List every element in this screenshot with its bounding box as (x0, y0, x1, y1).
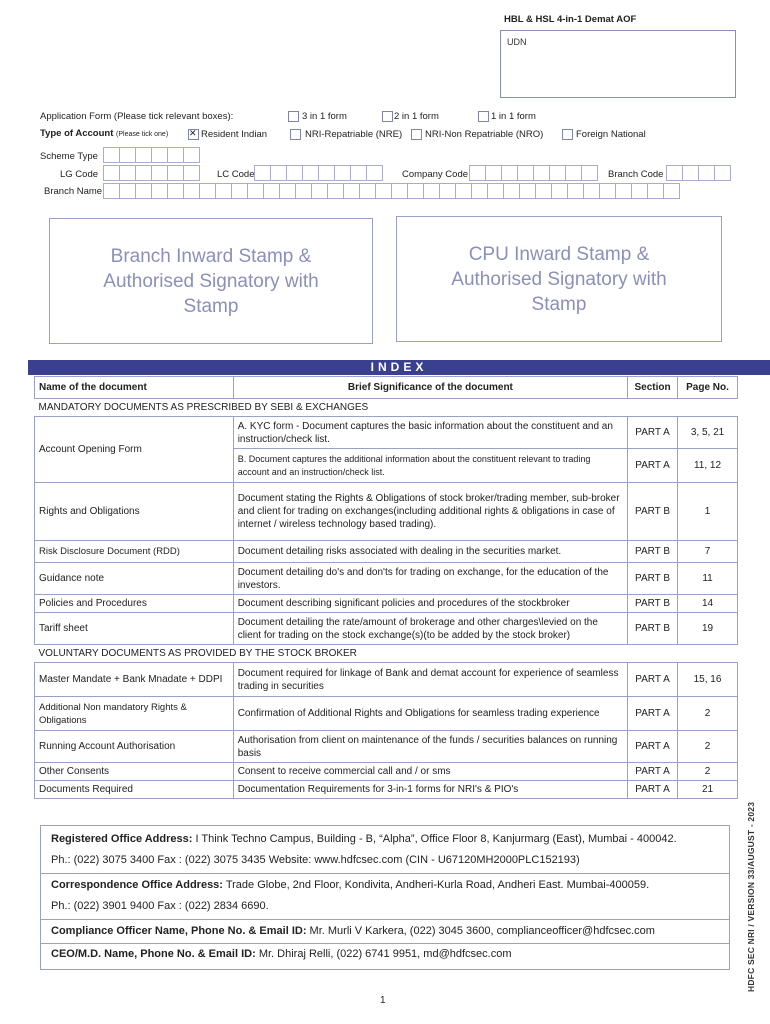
table-row-section: PART A (628, 731, 678, 763)
udn-box[interactable] (500, 30, 736, 98)
table-row-name: Risk Disclosure Document (RDD) (35, 541, 234, 563)
table-row-name: Running Account Authorisation (35, 731, 234, 763)
table-row-page: 15, 16 (678, 663, 738, 697)
table-row-desc: Authorisation from client on maintenance of the funds / securities balances on running basis (233, 731, 627, 763)
table-row-name: Guidance note (35, 563, 234, 595)
table-row-page: 2 (678, 697, 738, 731)
cpu-inward-stamp-box (396, 216, 722, 342)
checkbox-nre[interactable] (290, 129, 301, 140)
cpu-stamp-text: CPU Inward Stamp & Authorised Signatory with Stamp (451, 243, 667, 315)
account-opening-section-a: PART A (628, 417, 678, 449)
table-row-section: PART B (628, 563, 678, 595)
registered-contact-line: Ph.: (022) 3075 3400 Fax : (022) 3075 3435 Website: www.hdfcsec.com (CIN - U67120MH2000PLC152193) (51, 854, 580, 866)
ceo-line: CEO/M.D. Name, Phone No. & Email ID: Mr. Dhiraj Relli, (022) 6741 9951, md@hdfcsec.com (51, 948, 512, 960)
table-row-section: PART A (628, 781, 678, 799)
account-opening-desc-b: B. Document captures the additional information about the constituent relevant to trading account and an instruction/check list. (233, 449, 627, 483)
branch-code-field[interactable] (666, 165, 730, 181)
lc-code-label: LC Code (217, 169, 255, 180)
table-row-desc: Confirmation of Additional Rights and Obligations for seamless trading experience (233, 697, 627, 731)
company-code-label: Company Code (402, 169, 469, 180)
form-title: HBL & HSL 4-in-1 Demat AOF (504, 14, 637, 25)
mandatory-heading: MANDATORY DOCUMENTS AS PRESCRIBED BY SEBI & EXCHANGES (35, 399, 738, 417)
nre-label: NRI-Repatriable (NRE) (305, 129, 403, 140)
resident-indian-label: Resident Indian (201, 129, 268, 140)
table-row-page: 19 (678, 613, 738, 645)
table-row-section: PART B (628, 613, 678, 645)
branch-name-label: Branch Name (44, 186, 103, 197)
address-box (40, 825, 730, 970)
account-opening-desc-a: A. KYC form - Document captures the basic information about the constituent and an instruction/check list. (233, 417, 627, 449)
table-row-name: Policies and Procedures (35, 595, 234, 613)
account-opening-page-a: 3, 5, 21 (678, 417, 738, 449)
table-row-section: PART A (628, 663, 678, 697)
correspondence-contact-line: Ph.: (022) 3901 9400 Fax : (022) 2834 6690. (51, 900, 269, 912)
registered-office-line: Registered Office Address: I Think Techno Campus, Building - B, “Alpha”, Office Floor 8, Kanjurmarg (East), Mumbai - 400042. (51, 833, 677, 845)
col-header-section: Section (628, 377, 678, 399)
checkbox-foreign-national[interactable] (562, 129, 573, 140)
option-3in1-label: 3 in 1 form (302, 111, 347, 122)
table-row-desc: Document detailing risks associated with dealing in the securities market. (233, 541, 627, 563)
lc-code-field[interactable] (254, 165, 382, 181)
branch-name-field[interactable] (103, 183, 679, 199)
table-row-desc: Document stating the Rights & Obligations of stock broker/trading member, sub-broker and client for trading on exchanges(including additional rights & obligations in case of internet / wireless technology based trading). (233, 483, 627, 541)
checkbox-resident-indian[interactable] (188, 129, 199, 140)
table-row-section: PART B (628, 595, 678, 613)
lg-code-label: LG Code (60, 169, 99, 180)
col-header-significance: Brief Significance of the document (233, 377, 627, 399)
table-row-name: Rights and Obligations (35, 483, 234, 541)
table-row-page: 1 (678, 483, 738, 541)
account-opening-page-b: 11, 12 (678, 449, 738, 483)
table-row-desc: Document required for linkage of Bank and demat account for experience of seamless trading in securities (233, 663, 627, 697)
table-row-section: PART B (628, 483, 678, 541)
table-row-desc: Documentation Requirements for 3-in-1 forms for NRI's & PIO's (233, 781, 627, 799)
voluntary-heading: VOLUNTARY DOCUMENTS AS PROVIDED BY THE STOCK BROKER (35, 645, 738, 663)
table-row-section: PART A (628, 763, 678, 781)
index-heading: INDEX (28, 360, 770, 375)
nro-label: NRI-Non Repatriable (NRO) (425, 129, 544, 140)
table-row-desc: Document detailing do's and don'ts for trading on exchange, for the education of the investors. (233, 563, 627, 595)
option-2in1-label: 2 in 1 form (394, 111, 439, 122)
table-row-name: Other Consents (35, 763, 234, 781)
table-row-page: 7 (678, 541, 738, 563)
index-table (34, 376, 738, 799)
branch-code-label: Branch Code (608, 169, 664, 180)
account-opening-name: Account Opening Form (35, 417, 234, 483)
page-number: 1 (380, 995, 386, 1006)
col-header-name: Name of the document (35, 377, 234, 399)
branch-stamp-text: Branch Inward Stamp & Authorised Signatory with Stamp (103, 245, 319, 317)
table-row-section: PART B (628, 541, 678, 563)
table-row-section: PART A (628, 697, 678, 731)
table-row-name: Documents Required (35, 781, 234, 799)
scheme-type-field[interactable] (103, 147, 199, 163)
checkbox-2in1[interactable] (382, 111, 393, 122)
col-header-page: Page No. (678, 377, 738, 399)
correspondence-office-line: Correspondence Office Address: Trade Globe, 2nd Floor, Kondivita, Andheri-Kurla Road, Andheri East. Mumbai-400059. (51, 879, 650, 891)
udn-label: UDN (507, 37, 527, 47)
compliance-officer-line: Compliance Officer Name, Phone No. & Email ID: Mr. Murli V Karkera, (022) 3045 3600, complianceofficer@hdfcsec.com (51, 925, 655, 937)
checkbox-3in1[interactable] (288, 111, 299, 122)
lg-code-field[interactable] (103, 165, 199, 181)
option-1in1-label: 1 in 1 form (491, 111, 536, 122)
account-opening-section-b: PART A (628, 449, 678, 483)
table-row-desc: Consent to receive commercial call and / or sms (233, 763, 627, 781)
table-row-page: 2 (678, 731, 738, 763)
type-of-account-label: Type of Account (Please tick one) (40, 128, 169, 139)
checkbox-1in1[interactable] (478, 111, 489, 122)
company-code-field[interactable] (469, 165, 597, 181)
table-row-page: 11 (678, 563, 738, 595)
checkbox-nro[interactable] (411, 129, 422, 140)
foreign-national-label: Foreign National (576, 129, 646, 140)
version-side-text: HDFC SEC NRI / VERSION 33/AUGUST - 2023 (746, 801, 756, 992)
table-row-desc: Document detailing the rate/amount of brokerage and other charges\levied on the client for trading on the stock exchange(s)(to be added by the stock broker) (233, 613, 627, 645)
table-row-name: Additional Non mandatory Rights & Obligations (35, 697, 234, 731)
table-row-name: Master Mandate + Bank Mnadate + DDPI (35, 663, 234, 697)
table-row-page: 14 (678, 595, 738, 613)
branch-inward-stamp-box (49, 218, 373, 344)
scheme-type-label: Scheme Type (40, 151, 98, 162)
table-row-page: 21 (678, 781, 738, 799)
table-row-name: Tariff sheet (35, 613, 234, 645)
table-row-page: 2 (678, 763, 738, 781)
application-form-label: Application Form (Please tick relevant boxes): (40, 111, 234, 122)
table-row-desc: Document describing significant policies and procedures of the stockbroker (233, 595, 627, 613)
